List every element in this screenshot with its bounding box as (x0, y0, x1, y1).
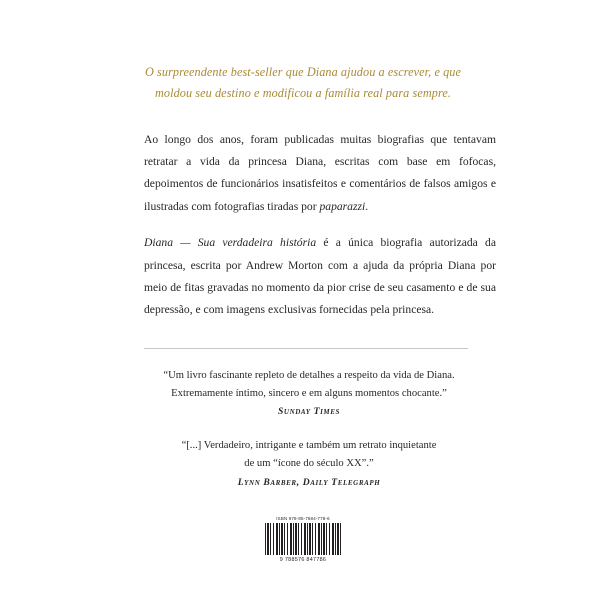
cover-content (108, 62, 498, 496)
headline-line-1: O surpreendente best-seller que Diana ajudou a escrever, e que (145, 65, 461, 79)
quote-1-line-2: Extremamente íntimo, sincero e em alguns momentos chocante.” (171, 387, 447, 399)
body-text (108, 129, 498, 322)
paragraph-1-text-b: . (365, 199, 369, 213)
review-quote-2 (108, 437, 498, 487)
paragraph-1-text-a: Ao longo dos anos, foram publicadas muitas biografias que tentavam retratar a vida da princesa Diana, escritas com base em fofocas, depoimentos de funcionários insatisfeitos e comentários de falsos amigos e ilustradas com fotografias tiradas por (144, 132, 496, 213)
isbn-text: ISBN 978-85-7684-778-6 (276, 516, 330, 521)
barcode-icon (265, 523, 341, 555)
quote-2-source: Lynn Barber, Daily Telegraph (237, 476, 381, 488)
barcode-area (265, 516, 341, 563)
paragraph-1-italic: paparazzi (319, 199, 366, 213)
quote-2-line-2: de um “ícone do século XX”.” (244, 458, 374, 470)
quote-1-source: Sunday Times (277, 406, 341, 418)
paragraph-1 (144, 129, 496, 219)
paragraph-2-italic-title: Diana — Sua verdadeira história (144, 236, 317, 250)
ean-digits: 9 788576 847786 (279, 557, 327, 563)
headline (108, 62, 498, 105)
paragraph-2-text: é a única biografia autorizada da princesa, escrita por Andrew Morton com a ajuda da própria Diana por meio de fitas gravadas no momento da pior crise de seu casamento e de sua depressão, e com imagens exclusivas fornecidas pela princesa. (144, 236, 497, 317)
headline-line-2: moldou seu destino e modificou a família real para sempre. (154, 86, 451, 101)
quote-2-line-1: “[...] Verdadeiro, intrigante e também um retrato inquietante (181, 440, 437, 452)
review-quote-1 (108, 367, 498, 417)
divider (144, 348, 468, 349)
quote-1-line-1: “Um livro fascinante repleto de detalhes a respeito da vida de Diana. (163, 369, 455, 381)
paragraph-2 (144, 232, 496, 322)
